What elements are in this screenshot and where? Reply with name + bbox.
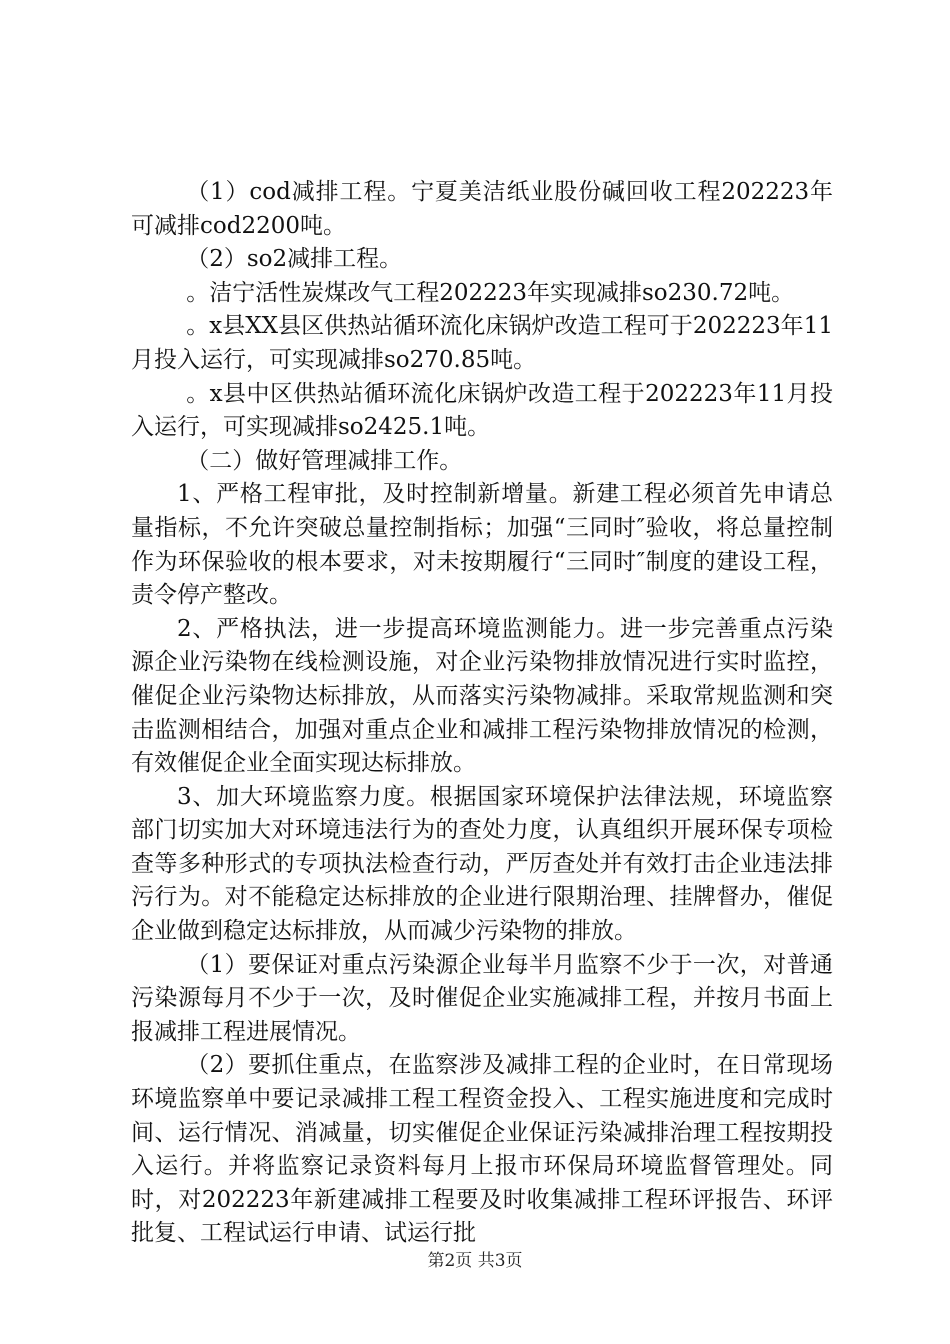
paragraph-jiening-project: 。洁宁活性炭煤改气工程202223年实现减排so230.72吨。 bbox=[186, 279, 795, 306]
paragraph-cod-project: （1）cod减排工程。宁夏美洁纸业股份碱回收工程202223年可减排cod2200吨。 bbox=[131, 179, 833, 239]
paragraph-project-approval: 1、严格工程审批，及时控制新增量。新建工程必须首先申请总量指标，不允许突破总量控制指标；加强“三同时″验收，将总量控制作为环保验收的根本要求，对未按期履行“三同时″制度的建设工程，责令停产整改。 bbox=[131, 481, 833, 609]
paragraph-law-enforcement: 2、严格执法，进一步提高环境监测能力。进一步完善重点污染源企业污染物在线检测设施，对企业污染物排放情况进行实时监控，催促企业污染物达标排放，从而落实污染物减排。采取常规监测和突击监测相结合，加强对重点企业和减排工程污染物排放情况的检测，有效催促企业全面实现达标排放。 bbox=[131, 615, 833, 777]
paragraph-so2-project: （2）so2减排工程。 bbox=[186, 246, 403, 273]
document-body bbox=[131, 176, 833, 1251]
paragraph-inspection-frequency: （1）要保证对重点污染源企业每半月监察不少于一次，对普通污染源每月不少于一次，及时催促企业实施减排工程，并按月书面上报减排工程进展情况。 bbox=[131, 951, 833, 1045]
paragraph-environment-inspection: 3、加大环境监察力度。根据国家环境保护法律法规，环境监察部门切实加大对环境违法行为的查处力度，认真组织开展环保专项检查等多种形式的专项执法检查行动，严厉查处并有效打击企业违法排污行为。对不能稳定达标排放的企业进行限期治理、挂牌督办，催促企业做到稳定达标排放，从而减少污染物的排放。 bbox=[131, 783, 833, 945]
paragraph-central-heating-project: 。x县中区供热站循环流化床锅炉改造工程于202223年11月投入运行，可实现减排so2425.1吨。 bbox=[131, 380, 833, 441]
page-number: 第2页 共3页 bbox=[427, 1251, 523, 1271]
paragraph-county-heating-project: 。x县XX县区供热站循环流化床锅炉改造工程可于202223年11月投入运行，可实现减排so270.85吨。 bbox=[131, 313, 833, 373]
section-heading-management: （二）做好管理减排工作。 bbox=[186, 447, 463, 474]
paragraph-key-focus: （2）要抓住重点，在监察涉及减排工程的企业时，在日常现场环境监察单中要记录减排工程工程资金投入、工程实施进度和完成时间、运行情况、消减量，切实催促企业保证污染减排治理工程按期投入运行。并将监察记录资料每月上报市环保局环境监督管理处。同时，对202223年新建减排工程要及时收集减排工程环评报告、环评批复、工程试运行申请、试运行批 bbox=[131, 1052, 833, 1247]
